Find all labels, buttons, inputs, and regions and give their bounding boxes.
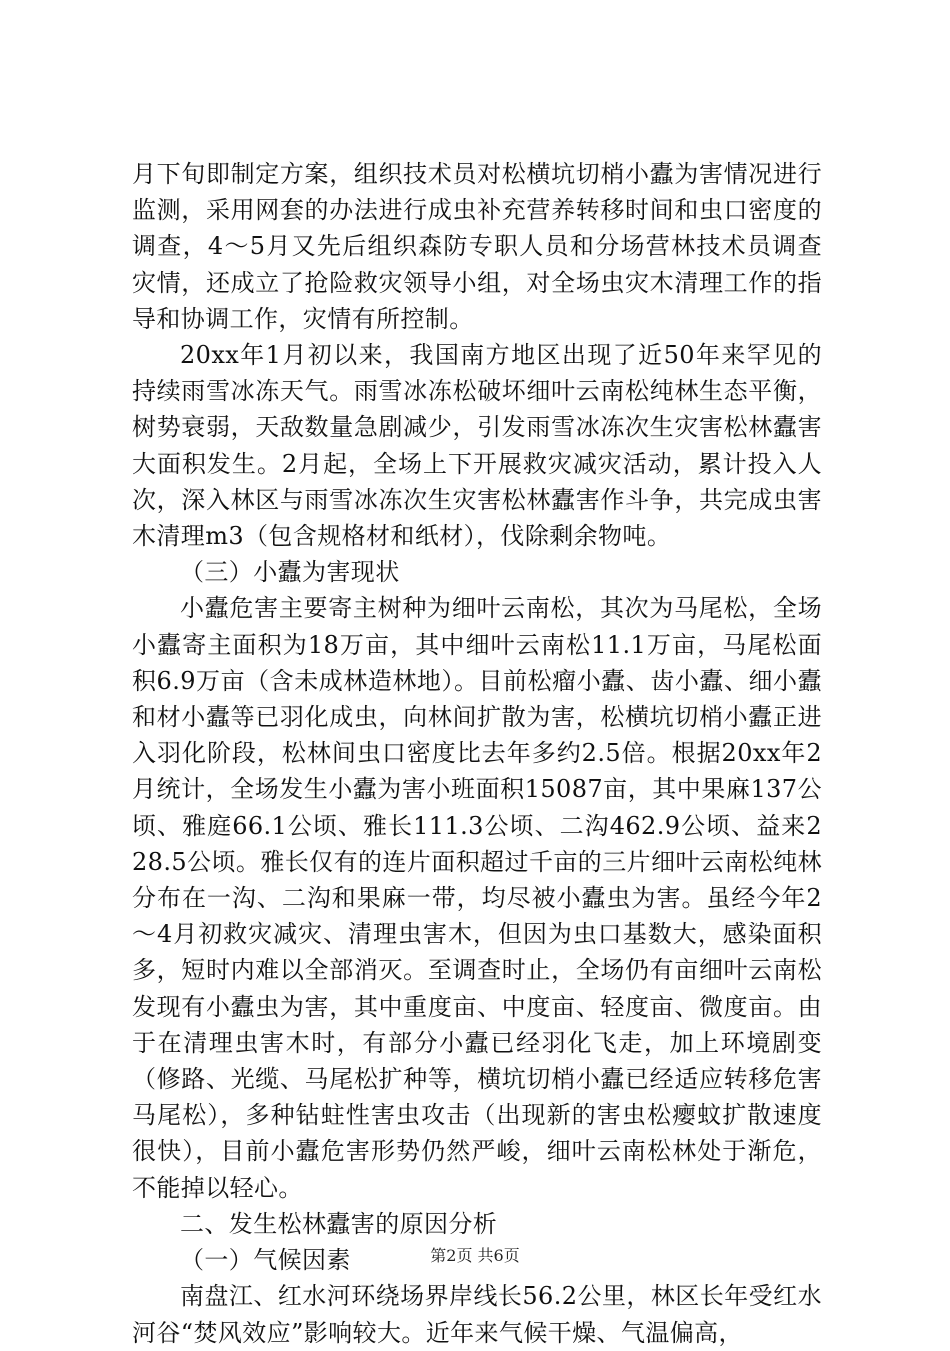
paragraph-damage-status: 小蠹危害主要寄主树种为细叶云南松，其次为马尾松，全场小蠹寄主面积为18万亩，其中细叶云南松11.1万亩，马尾松面积6.9万亩（含未成林造林地）。目前松瘤小蠹、齿小蠹、细小蠹和材小蠹等已羽化成虫，向林间扩散为害，松横坑切梢小蠹正进入羽化阶段，松林间虫口密度比去年多约2.5倍。根据20xx年2月统计，全场发生小蠹为害小班面积15087亩，其中果麻137公顷、雅庭66.1公顷、雅长111.3公顷、二沟462.9公顷、益来228.5公顷。雅长仅有的连片面积超过千亩的三片细叶云南松纯林分布在一沟、二沟和果麻一带，均尽被小蠹虫为害。虽经今年2～4月初救灾减灾、清理虫害木，但因为虫口基数大，感染面积多，短时内难以全部消灭。至调查时止，全场仍有亩细叶云南松发现有小蠹虫为害，其中重度亩、中度亩、轻度亩、微度亩。由于在清理虫害木时，有部分小蠹已经羽化飞走，加上环境剧变（修路、光缆、马尾松扩种等，横坑切梢小蠹已经适应转移危害马尾松），多种钻蛀性害虫攻击（出现新的害虫松瘿蚊扩散速度很快），目前小蠹危害形势仍然严峻，细叶云南松林处于渐危，不能掉以轻心。 [132, 594, 822, 1202]
section-heading-damage-status: （三）小蠹为害现状 [180, 558, 400, 587]
paragraph-disaster-response: 月下旬即制定方案，组织技术员对松横坑切梢小蠹为害情况进行监测，采用网套的办法进行成虫补充营养转移时间和虫口密度的调查，4～5月又先后组织森防专职人员和分场营林技术员调查灾情，还成立了抢险救灾领导小组，对全场虫灾木清理工作的指导和协调工作，灾情有所控制。 [132, 160, 822, 333]
document-body [132, 156, 822, 1351]
paragraph-snow-freeze: 20xx年1月初以来，我国南方地区出现了近50年来罕见的持续雨雪冰冻天气。雨雪冰冻松破坏细叶云南松纯林生态平衡，树势衰弱，天敌数量急剧减少，引发雨雪冰冻次生灾害松林蠹害大面积发生。2月起，全场上下开展救灾减灾活动，累计投入人次，深入林区与雨雪冰冻次生灾害松林蠹害作斗争，共完成虫害木清理m3（包含规格材和纸材），伐除剩余物吨。 [132, 341, 822, 551]
section-heading-cause-analysis: 二、发生松林蠹害的原因分析 [180, 1209, 498, 1238]
subsection-heading-climate: （一）气候因素 [180, 1246, 351, 1275]
paragraph-climate: 南盘江、红水河环绕场界岸线长56.2公里，林区长年受红水河谷“焚风效应”影响较大。近年来气候干燥、气温偏高， [132, 1282, 822, 1347]
page-number-footer: 第2页 共6页 [430, 1246, 520, 1265]
